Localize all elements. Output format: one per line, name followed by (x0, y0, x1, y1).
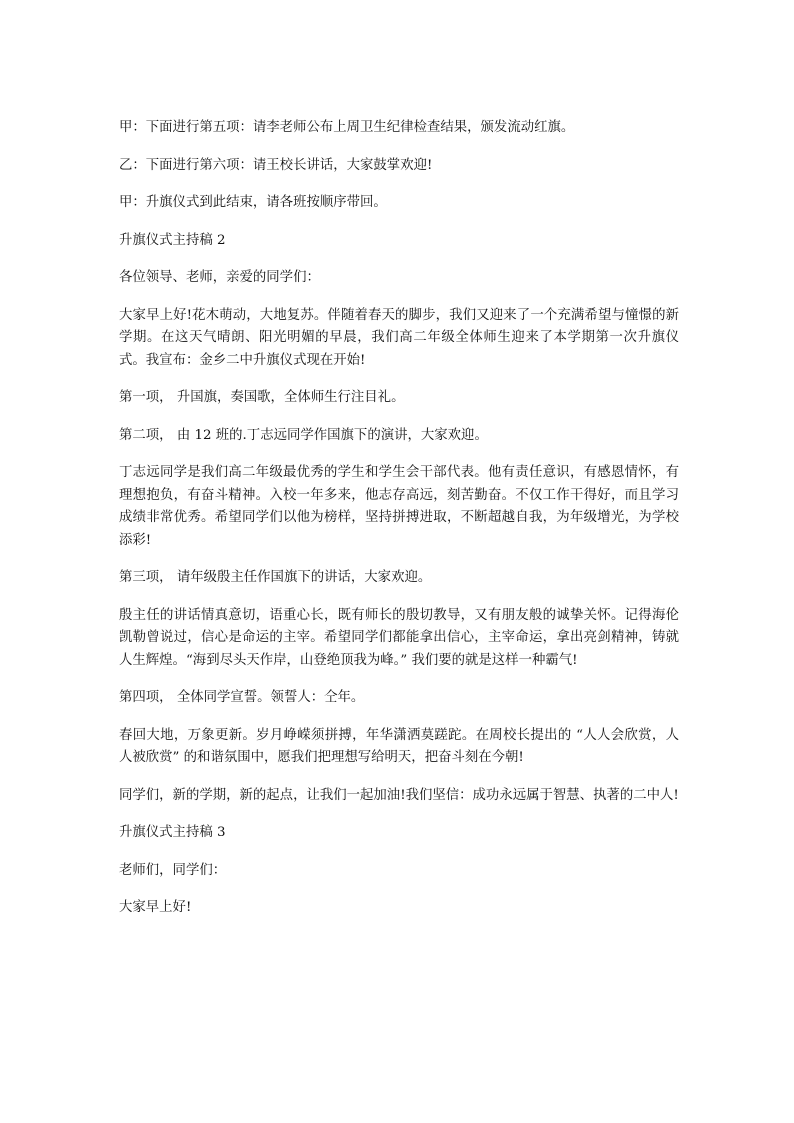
section-heading-3: 升旗仪式主持稿 3 (119, 825, 226, 840)
greeting: 各位领导、老师，亲爱的同学们： (119, 270, 320, 285)
good-morning: 大家早上好! (119, 900, 192, 915)
item-three: 第三项， 请年级殷主任作国旗下的讲话，大家欢迎。 (119, 570, 432, 585)
paragraph-closing: 甲：升旗仪式到此结束，请各班按顺序带回。 (119, 195, 387, 210)
speech-summary-paragraph: 殷主任的讲话情真意切，语重心长，既有师长的殷切教导，又有朋友般的诚挚关怀。记得海伦凯勒曾说过，信心是命运的主宰。希望同学们都能拿出信心，主宰命运，拿出亮剑精神，铸就人生辉煌。“海到尽头天作岸，山登绝顶我为峰。” 我们要的就是这样一种霸气! (119, 607, 679, 668)
paragraph-item-6: 乙：下面进行第六项：请王校长讲话，大家鼓掌欢迎! (119, 157, 433, 173)
item-two: 第二项， 由 12 班的.丁志远同学作国旗下的演讲，大家欢迎。 (119, 427, 488, 443)
item-one: 第一项， 升国旗，奏国歌，全体师生行注目礼。 (119, 390, 405, 405)
speaker-intro-paragraph: 丁志远同学是我们高二年级最优秀的学生和学生会干部代表。他有责任意识，有感恩情怀，有理想抱负，有奋斗精神。入校一年多来，他志存高远，刻苦勤奋。不仅工作干得好，而且学习成绩非常优秀。希望同学们以他为榜样，坚持拼搏进取，不断超越自我，为年级增光，为学校添彩! (119, 465, 679, 548)
section-heading-2: 升旗仪式主持稿 2 (119, 232, 226, 248)
opening-paragraph: 大家早上好!花木萌动，大地复苏。伴随着春天的脚步，我们又迎来了一个充满希望与憧憬的新学期。在这天气晴朗、阳光明媚的早晨，我们高二年级全体师生迎来了本学期第一次升旗仪式。我宣布：金乡二中升旗仪式现在开始! (119, 307, 679, 368)
spring-paragraph: 春回大地，万象更新。岁月峥嵘须拼搏，年华潇洒莫蹉跎。在周校长提出的 “人人会欣赏，人人被欣赏” 的和谐氛围中，愿我们把理想写给明天，把奋斗刻在今朝! (119, 727, 679, 765)
document-body (119, 117, 679, 935)
paragraph-item-5: 甲：下面进行第五项：请李老师公布上周卫生纪律检查结果，颁发流动红旗。 (119, 120, 575, 135)
closing-paragraph: 同学们，新的学期，新的起点，让我们一起加油!我们坚信：成功永远属于智慧、执著的二中人! (119, 787, 679, 803)
item-four: 第四项， 全体同学宣誓。领誓人：仝年。 (119, 690, 365, 705)
greeting-2: 老师们，同学们： (119, 862, 227, 878)
